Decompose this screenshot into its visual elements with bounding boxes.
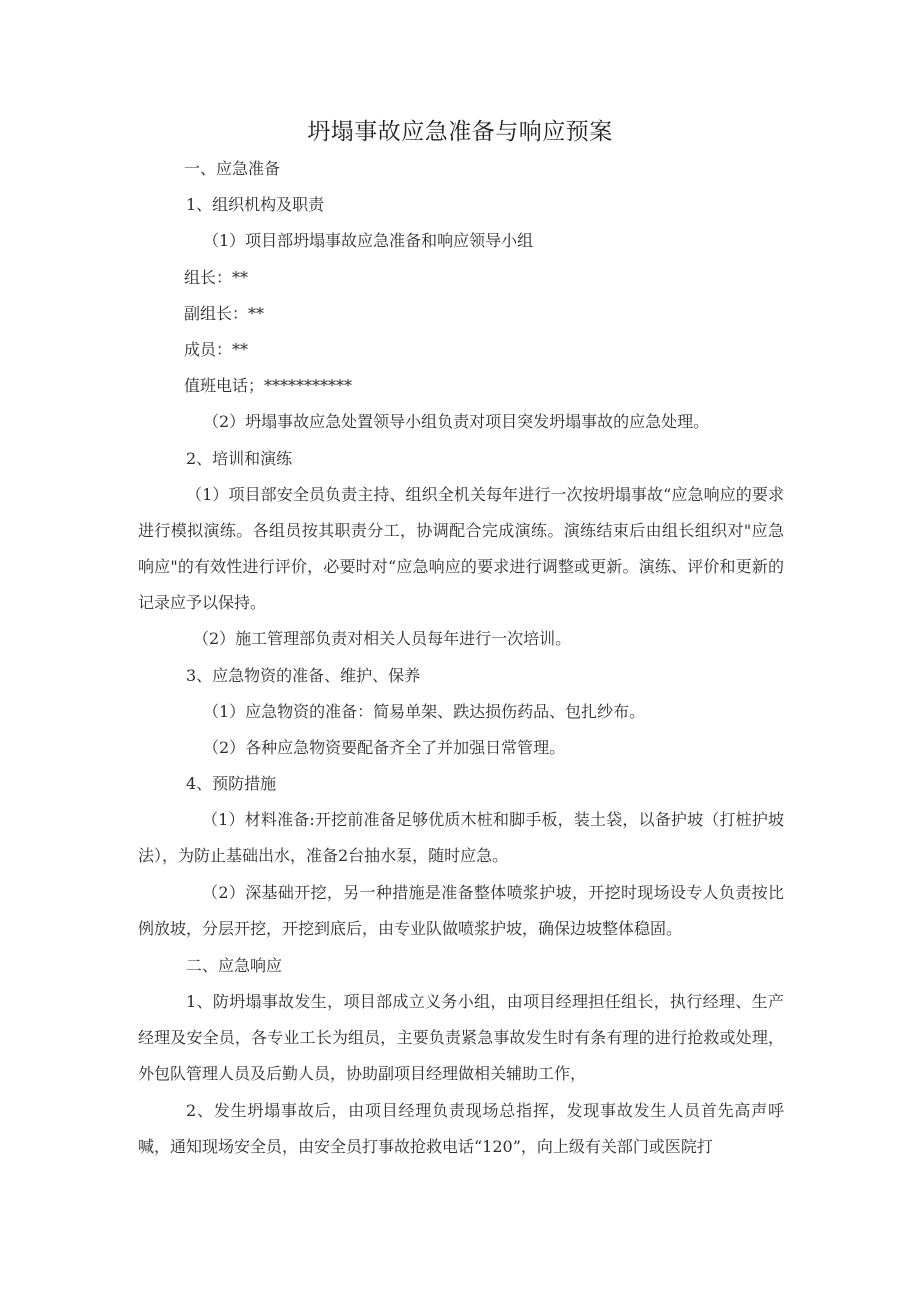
- paragraph-group-responsibility: （2）坍塌事故应急处置领导小组负责对项目突发坍塌事故的应急处理。: [203, 412, 710, 431]
- section-heading-emergency-response: 二、应急响应: [186, 956, 283, 975]
- paragraph-annual-training: （2）施工管理部负责对相关人员每年进行一次培训。: [193, 629, 572, 648]
- members-line: 成员：**: [184, 340, 249, 359]
- section-heading-emergency-preparation: 一、应急准备: [184, 159, 281, 178]
- vice-leader-line: 副组长：**: [184, 304, 265, 323]
- paragraph-supplies-preparation: （1）应急物资的准备：简易单架、跌达损伤药品、包扎纱布。: [203, 702, 646, 721]
- leader-line: 组长：**: [184, 268, 249, 287]
- subheading-organization: 1、组织机构及职责: [186, 195, 325, 214]
- paragraph-material-preparation: （1）材料准备:开挖前准备足够优质木桩和脚手板，装土袋，以备护坡（打桩护坡法），为防止基础出水，准备2台抽水泵，随时应急。: [138, 810, 784, 865]
- subheading-training-drills: 2、培训和演练: [186, 449, 293, 468]
- subheading-emergency-supplies: 3、应急物资的准备、维护、保养: [186, 666, 421, 685]
- paragraph-accident-command: 2、发生坍塌事故后，由项目经理负责现场总指挥，发现事故发生人员首先高声呼喊，通知现场安全员，由安全员打事故抢救电话“120”，向上级有关部门或医院打: [138, 1101, 784, 1156]
- paragraph-deep-excavation: （2）深基础开挖，另一种措施是准备整体喷浆护坡，开挖时现场设专人负责按比例放坡，分层开挖，开挖到底后，由专业队做喷浆护坡，确保边坡整体稳固。: [138, 883, 784, 938]
- subheading-prevention-measures: 4、预防措施: [186, 774, 277, 793]
- paragraph-drill-organization: （1）项目部安全员负责主持、组织全机关每年进行一次按坍塌事故“应急响应的要求进行模拟演练。各组员按其职责分工，协调配合完成演练。演练结束后由组长组织对"应急响应"的有效性进行评价，必要时对“应急响应的要求进行调整或更新。演练、评价和更新的记录应予以保持。: [138, 485, 784, 612]
- document-title: 坍塌事故应急准备与响应预案: [307, 119, 613, 145]
- paragraph-leadership-group: （1）项目部坍塌事故应急准备和响应领导小组: [203, 231, 534, 250]
- paragraph-supplies-management: （2）各种应急物资要配备齐全了并加强日常管理。: [203, 738, 566, 757]
- duty-phone-line: 值班电话；***********: [184, 376, 353, 395]
- paragraph-volunteer-team: 1、防坍塌事故发生，项目部成立义务小组，由项目经理担任组长，执行经理、生产经理及安全员，各专业工长为组员，主要负责紧急事故发生时有条有理的进行抢救或处理，外包队管理人员及后勤人员，协助副项目经理做相关辅助工作，: [138, 992, 784, 1083]
